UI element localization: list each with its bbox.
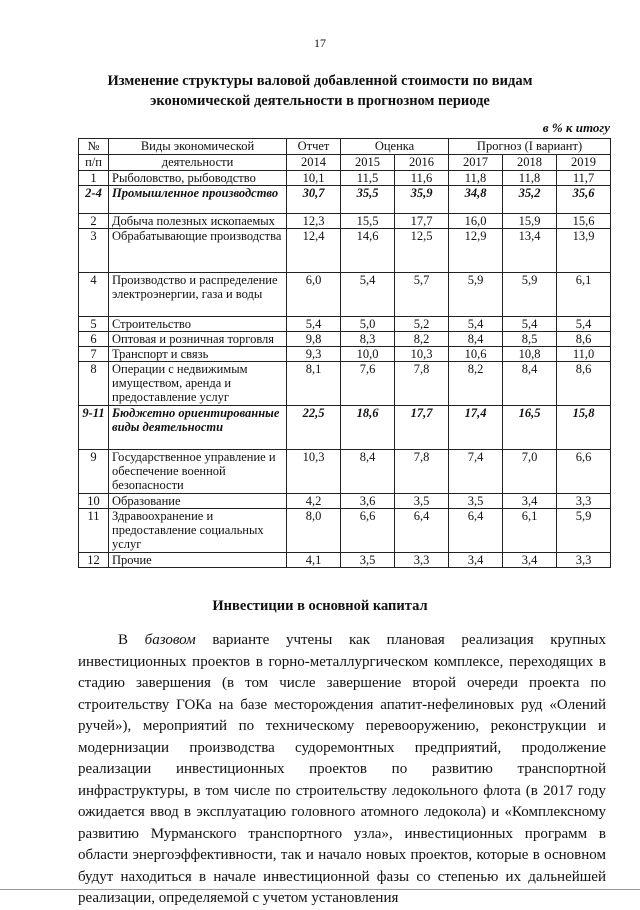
- value-cell: 8,3: [341, 332, 395, 347]
- value-cell: 4,2: [287, 494, 341, 509]
- body-paragraph: [78, 630, 606, 910]
- value-cell: 12,9: [449, 229, 503, 273]
- activity-name: Операции с недвижимым имуществом, аренда и предоставление услуг: [109, 362, 287, 406]
- table-row: [79, 171, 611, 186]
- value-cell: 7,0: [503, 450, 557, 494]
- value-cell: 5,4: [341, 273, 395, 317]
- activity-name: Добыча полезных ископаемых: [109, 214, 287, 229]
- value-cell: 17,7: [395, 214, 449, 229]
- value-cell: 9,3: [287, 347, 341, 362]
- value-cell: 3,4: [449, 553, 503, 568]
- value-cell: 8,6: [557, 362, 611, 406]
- value-cell: 34,8: [449, 186, 503, 214]
- header-year: 2019: [557, 155, 611, 171]
- table-row: [79, 186, 611, 214]
- header-year: 2018: [503, 155, 557, 171]
- header-type: [109, 139, 287, 155]
- value-cell: 3,4: [503, 553, 557, 568]
- table-row: [79, 362, 611, 406]
- activity-name: Государственное управление и обеспечение военной безопасности: [109, 450, 287, 494]
- value-cell: 3,5: [341, 553, 395, 568]
- value-cell: 15,8: [557, 406, 611, 450]
- value-cell: 5,4: [287, 317, 341, 332]
- value-cell: 15,9: [503, 214, 557, 229]
- value-cell: 3,3: [557, 553, 611, 568]
- value-cell: 10,3: [395, 347, 449, 362]
- table-row: [79, 332, 611, 347]
- value-cell: 12,3: [287, 214, 341, 229]
- row-number: 10: [79, 494, 109, 509]
- header-year: 2017: [449, 155, 503, 171]
- value-cell: 7,6: [341, 362, 395, 406]
- unit-label: в % к итогу: [542, 120, 610, 135]
- value-cell: 17,4: [449, 406, 503, 450]
- header-forecast: Прогноз (I вариант): [449, 139, 611, 155]
- row-number: 4: [79, 273, 109, 317]
- table-row: [79, 317, 611, 332]
- page-number: 17: [314, 36, 326, 50]
- row-number: 1: [79, 171, 109, 186]
- value-cell: 11,8: [449, 171, 503, 186]
- footer-divider: [0, 889, 640, 890]
- activity-name: Прочие: [109, 553, 287, 568]
- row-number: 7: [79, 347, 109, 362]
- table-row: [79, 406, 611, 450]
- table-row: [79, 347, 611, 362]
- value-cell: 12,4: [287, 229, 341, 273]
- value-cell: 11,8: [503, 171, 557, 186]
- value-cell: 4,1: [287, 553, 341, 568]
- value-cell: 15,5: [341, 214, 395, 229]
- value-cell: 14,6: [341, 229, 395, 273]
- value-cell: 9,8: [287, 332, 341, 347]
- value-cell: 5,2: [395, 317, 449, 332]
- header-year: 2016: [395, 155, 449, 171]
- value-cell: 35,2: [503, 186, 557, 214]
- value-cell: 3,6: [341, 494, 395, 509]
- header-year: 2015: [341, 155, 395, 171]
- value-cell: 35,5: [341, 186, 395, 214]
- value-cell: 11,6: [395, 171, 449, 186]
- value-cell: 3,5: [449, 494, 503, 509]
- value-cell: 11,0: [557, 347, 611, 362]
- row-number: 2-4: [79, 186, 109, 214]
- activity-name: Транспорт и связь: [109, 347, 287, 362]
- value-cell: 11,5: [341, 171, 395, 186]
- row-number: 9-11: [79, 406, 109, 450]
- value-cell: 16,0: [449, 214, 503, 229]
- row-number: 6: [79, 332, 109, 347]
- table-row: [79, 509, 611, 553]
- value-cell: 17,7: [395, 406, 449, 450]
- value-cell: 18,6: [341, 406, 395, 450]
- value-cell: 10,0: [341, 347, 395, 362]
- row-number: 3: [79, 229, 109, 273]
- value-cell: 8,2: [395, 332, 449, 347]
- table-title: [80, 71, 560, 111]
- value-cell: 12,5: [395, 229, 449, 273]
- paragraph-text: варианте учтены как плановая реализация крупных инвестиционных проектов в горно-металлургическом комплексе, переходящих в стадию завершения (в том числе завершение второй очереди проекта по строительству ГОКа на базе месторождения апатит-нефелиновых руд «Олений ручей»), мероприятий по техническому перевооружению, реконструкции и модернизации производства судоремонтных предприятий, продолжение реализации инвестиционных проектов по развитию транспортной инфраструктуры, в том числе по строительству ледокольного флота (в 2017 году ожидается ввод в эксплуатацию головного атомного ледокола) и «Комплексному развитию Мурманского транспортного узла», инвестиционных программ в области энергоэффективности, так и начало новых проектов, которые в основном будут находиться в начале инвестиционной фазы со степенью их дальнейшей реализации, определяемой с учетом установления: [78, 632, 606, 906]
- value-cell: 22,5: [287, 406, 341, 450]
- value-cell: 5,0: [341, 317, 395, 332]
- value-cell: 6,4: [449, 509, 503, 553]
- table-row: [79, 229, 611, 273]
- value-cell: 8,4: [449, 332, 503, 347]
- value-cell: 5,9: [557, 509, 611, 553]
- value-cell: 5,4: [557, 317, 611, 332]
- activity-name: Оптовая и розничная торговля: [109, 332, 287, 347]
- row-number: 12: [79, 553, 109, 568]
- value-cell: 6,4: [395, 509, 449, 553]
- value-cell: 30,7: [287, 186, 341, 214]
- value-cell: 13,4: [503, 229, 557, 273]
- value-cell: 35,9: [395, 186, 449, 214]
- value-cell: 10,1: [287, 171, 341, 186]
- value-cell: 8,6: [557, 332, 611, 347]
- value-cell: 5,4: [449, 317, 503, 332]
- value-cell: 7,8: [395, 362, 449, 406]
- value-cell: 13,9: [557, 229, 611, 273]
- header-report: Отчет: [287, 139, 341, 155]
- value-cell: 8,5: [503, 332, 557, 347]
- value-cell: 6,6: [557, 450, 611, 494]
- activity-name: Обрабатывающие производства: [109, 229, 287, 273]
- table-title-line2: экономической деятельности в прогнозном периоде: [150, 93, 490, 109]
- paragraph-emphasis: базовом: [144, 632, 196, 648]
- activity-name: Образование: [109, 494, 287, 509]
- table-row: [79, 214, 611, 229]
- header-type-line1: Виды экономической: [140, 139, 255, 153]
- table-row: [79, 494, 611, 509]
- value-cell: 5,9: [503, 273, 557, 317]
- value-cell: 7,4: [449, 450, 503, 494]
- value-cell: 3,3: [395, 553, 449, 568]
- value-cell: 6,6: [341, 509, 395, 553]
- header-num-line1: №: [87, 139, 100, 153]
- activity-name: Бюджетно ориентированные виды деятельности: [109, 406, 287, 450]
- value-cell: 8,1: [287, 362, 341, 406]
- value-cell: 8,0: [287, 509, 341, 553]
- value-cell: 5,9: [449, 273, 503, 317]
- value-cell: 8,2: [449, 362, 503, 406]
- table-row: [79, 450, 611, 494]
- activity-name: Здравоохранение и предоставление социальных услуг: [109, 509, 287, 553]
- value-cell: 10,3: [287, 450, 341, 494]
- value-cell: 6,1: [503, 509, 557, 553]
- value-cell: 15,6: [557, 214, 611, 229]
- activity-name: Производство и распределение электроэнергии, газа и воды: [109, 273, 287, 317]
- value-cell: 3,4: [503, 494, 557, 509]
- paragraph-lead: В: [118, 632, 145, 648]
- table-row: [79, 553, 611, 568]
- value-cell: 8,4: [503, 362, 557, 406]
- row-number: 2: [79, 214, 109, 229]
- value-cell: 11,7: [557, 171, 611, 186]
- table-body: [79, 171, 611, 568]
- activity-name: Промышленное производство: [109, 186, 287, 214]
- value-cell: 35,6: [557, 186, 611, 214]
- row-number: 9: [79, 450, 109, 494]
- table-row: [79, 273, 611, 317]
- table-title-line1: Изменение структуры валовой добавленной стоимости по видам: [107, 73, 533, 89]
- value-cell: 3,3: [557, 494, 611, 509]
- row-number: 11: [79, 509, 109, 553]
- value-cell: 16,5: [503, 406, 557, 450]
- value-cell: 8,4: [341, 450, 395, 494]
- section-title: Инвестиции в основной капитал: [212, 598, 428, 614]
- activity-name: Рыболовство, рыбоводство: [109, 171, 287, 186]
- header-year: 2014: [287, 155, 341, 171]
- gva-structure-table: [78, 138, 611, 568]
- header-num-sub: п/п: [79, 155, 109, 171]
- header-num: [79, 139, 109, 155]
- row-number: 8: [79, 362, 109, 406]
- value-cell: 5,7: [395, 273, 449, 317]
- row-number: 5: [79, 317, 109, 332]
- value-cell: 7,8: [395, 450, 449, 494]
- header-type-sub: деятельности: [109, 155, 287, 171]
- value-cell: 6,0: [287, 273, 341, 317]
- value-cell: 6,1: [557, 273, 611, 317]
- value-cell: 10,6: [449, 347, 503, 362]
- header-estimate: Оценка: [341, 139, 449, 155]
- value-cell: 3,5: [395, 494, 449, 509]
- activity-name: Строительство: [109, 317, 287, 332]
- value-cell: 5,4: [503, 317, 557, 332]
- value-cell: 10,8: [503, 347, 557, 362]
